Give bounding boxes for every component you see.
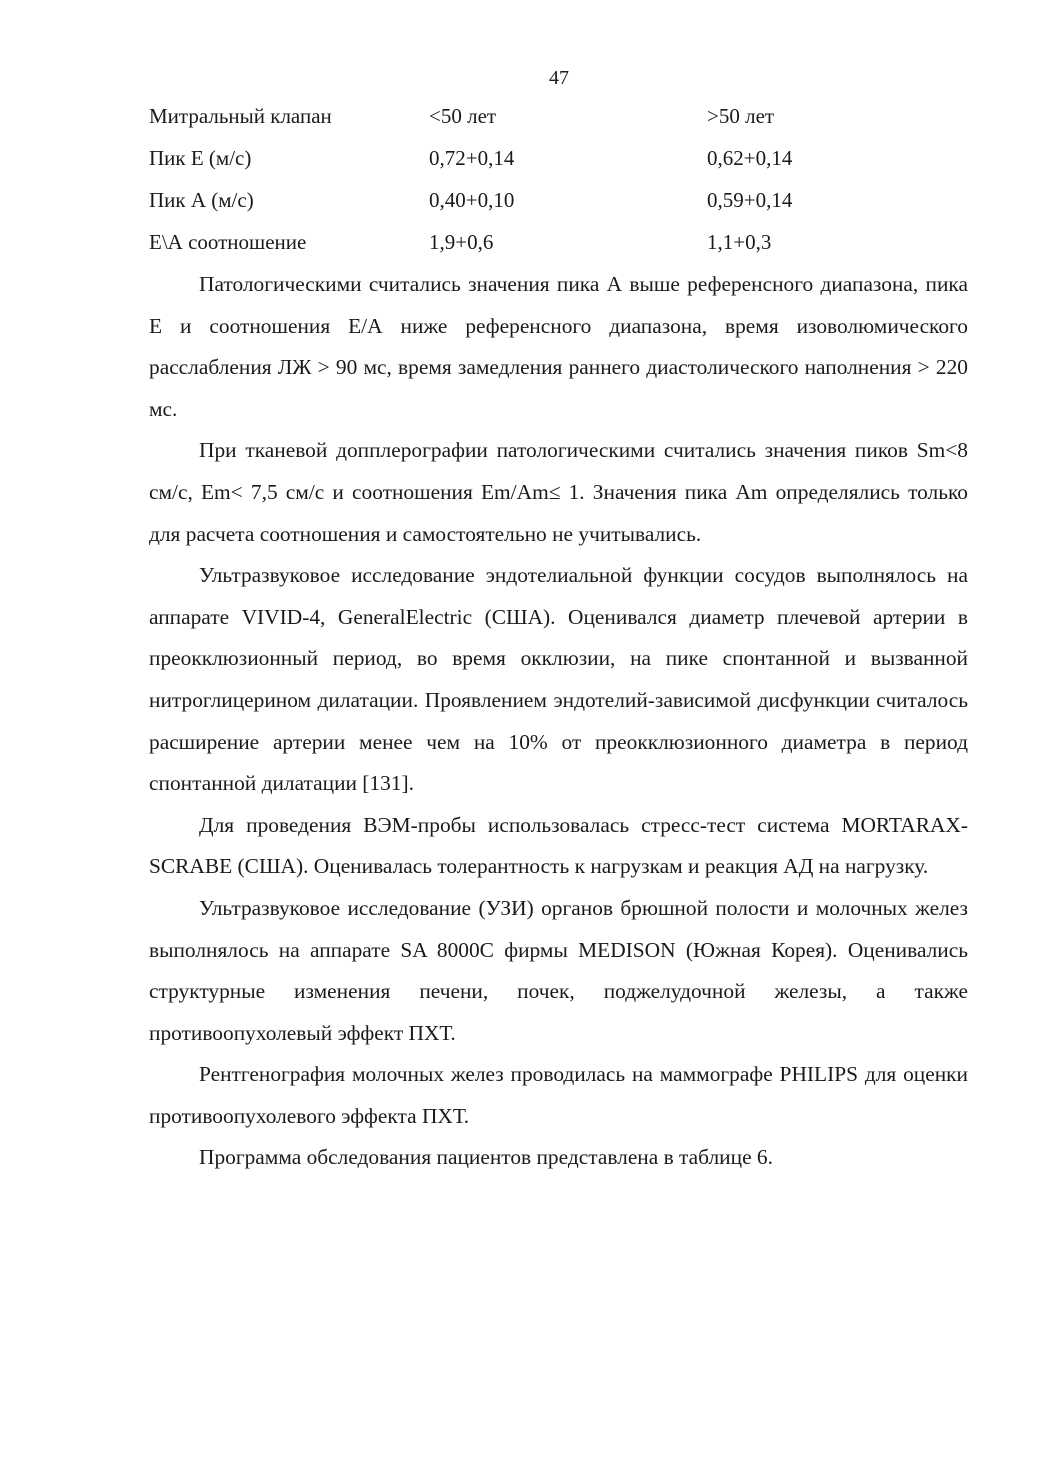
- mitral-valve-table: [149, 99, 969, 267]
- paragraph: При тканевой допплерографии патологическими считались значения пиков Sm<8 см/с, Em< 7,5 см/с и соотношения Em/Am≤ 1. Значения пика Am определялись только для расчета соотношения и самостоятельно не учитывались.: [149, 438, 968, 546]
- table-cell: <50 лет: [429, 104, 497, 128]
- table-cell: 0,59+0,14: [707, 188, 793, 212]
- body-text: [149, 264, 968, 1179]
- paragraph: Ультразвуковое исследование эндотелиальной функции сосудов выполнялось на аппарате VIVID-4, GeneralElectric (США). Оценивался диаметр плечевой артерии в преокклюзионный период, во время окклюзии, на пике спонтанной и вызванной нитроглицерином дилатации. Проявлением эндотелий-зависимой дисфункции считалось расширение артерии менее чем на 10% от преокклюзионного диаметра в период спонтанной дилатации [131].: [149, 563, 968, 796]
- paragraph: Программа обследования пациентов представлена в таблице 6.: [199, 1145, 773, 1170]
- table-cell: 0,62+0,14: [707, 146, 793, 170]
- table-header-row: [149, 99, 969, 141]
- table-cell: 1,9+0,6: [429, 230, 494, 254]
- table-cell: Митральный клапан: [149, 104, 332, 128]
- table-row: [149, 141, 969, 183]
- table-cell: 0,40+0,10: [429, 188, 515, 212]
- paragraph: Ультразвуковое исследование (УЗИ) органов брюшной полости и молочных желез выполнялось на аппарате SA 8000C фирмы MEDISON (Южная Корея). Оценивались структурные изменения печени, почек, поджелудочной железы, а также противоопухолевый эффект ПХТ.: [149, 895, 968, 1045]
- table-cell: Пик А (м/с): [149, 188, 254, 212]
- table-cell: >50 лет: [707, 104, 775, 128]
- paragraph: Рентгенография молочных желез проводилась на маммографе PHILIPS для оценки противоопухолевого эффекта ПХТ.: [149, 1062, 968, 1128]
- table-cell: Е\А соотношение: [149, 230, 307, 254]
- paragraph: Для проведения ВЭМ-пробы использовалась стресс-тест система MORTARAX-SCRABE (США). Оценивалась толерантность к нагрузкам и реакция АД на нагрузку.: [149, 812, 968, 879]
- paragraph: Патологическими считались значения пика А выше референсного диапазона, пика Е и соотношения Е/А ниже референсного диапазона, время изоволюмического расслабления ЛЖ > 90 мс, время замедления раннего диастолического наполнения > 220 мс.: [149, 272, 968, 421]
- page-number: 47: [549, 67, 569, 89]
- table-cell: 0,72+0,14: [429, 146, 515, 170]
- table-row: [149, 225, 969, 267]
- table-cell: Пик Е (м/с): [149, 146, 252, 170]
- table-row: [149, 183, 969, 225]
- table-cell: 1,1+0,3: [707, 230, 772, 254]
